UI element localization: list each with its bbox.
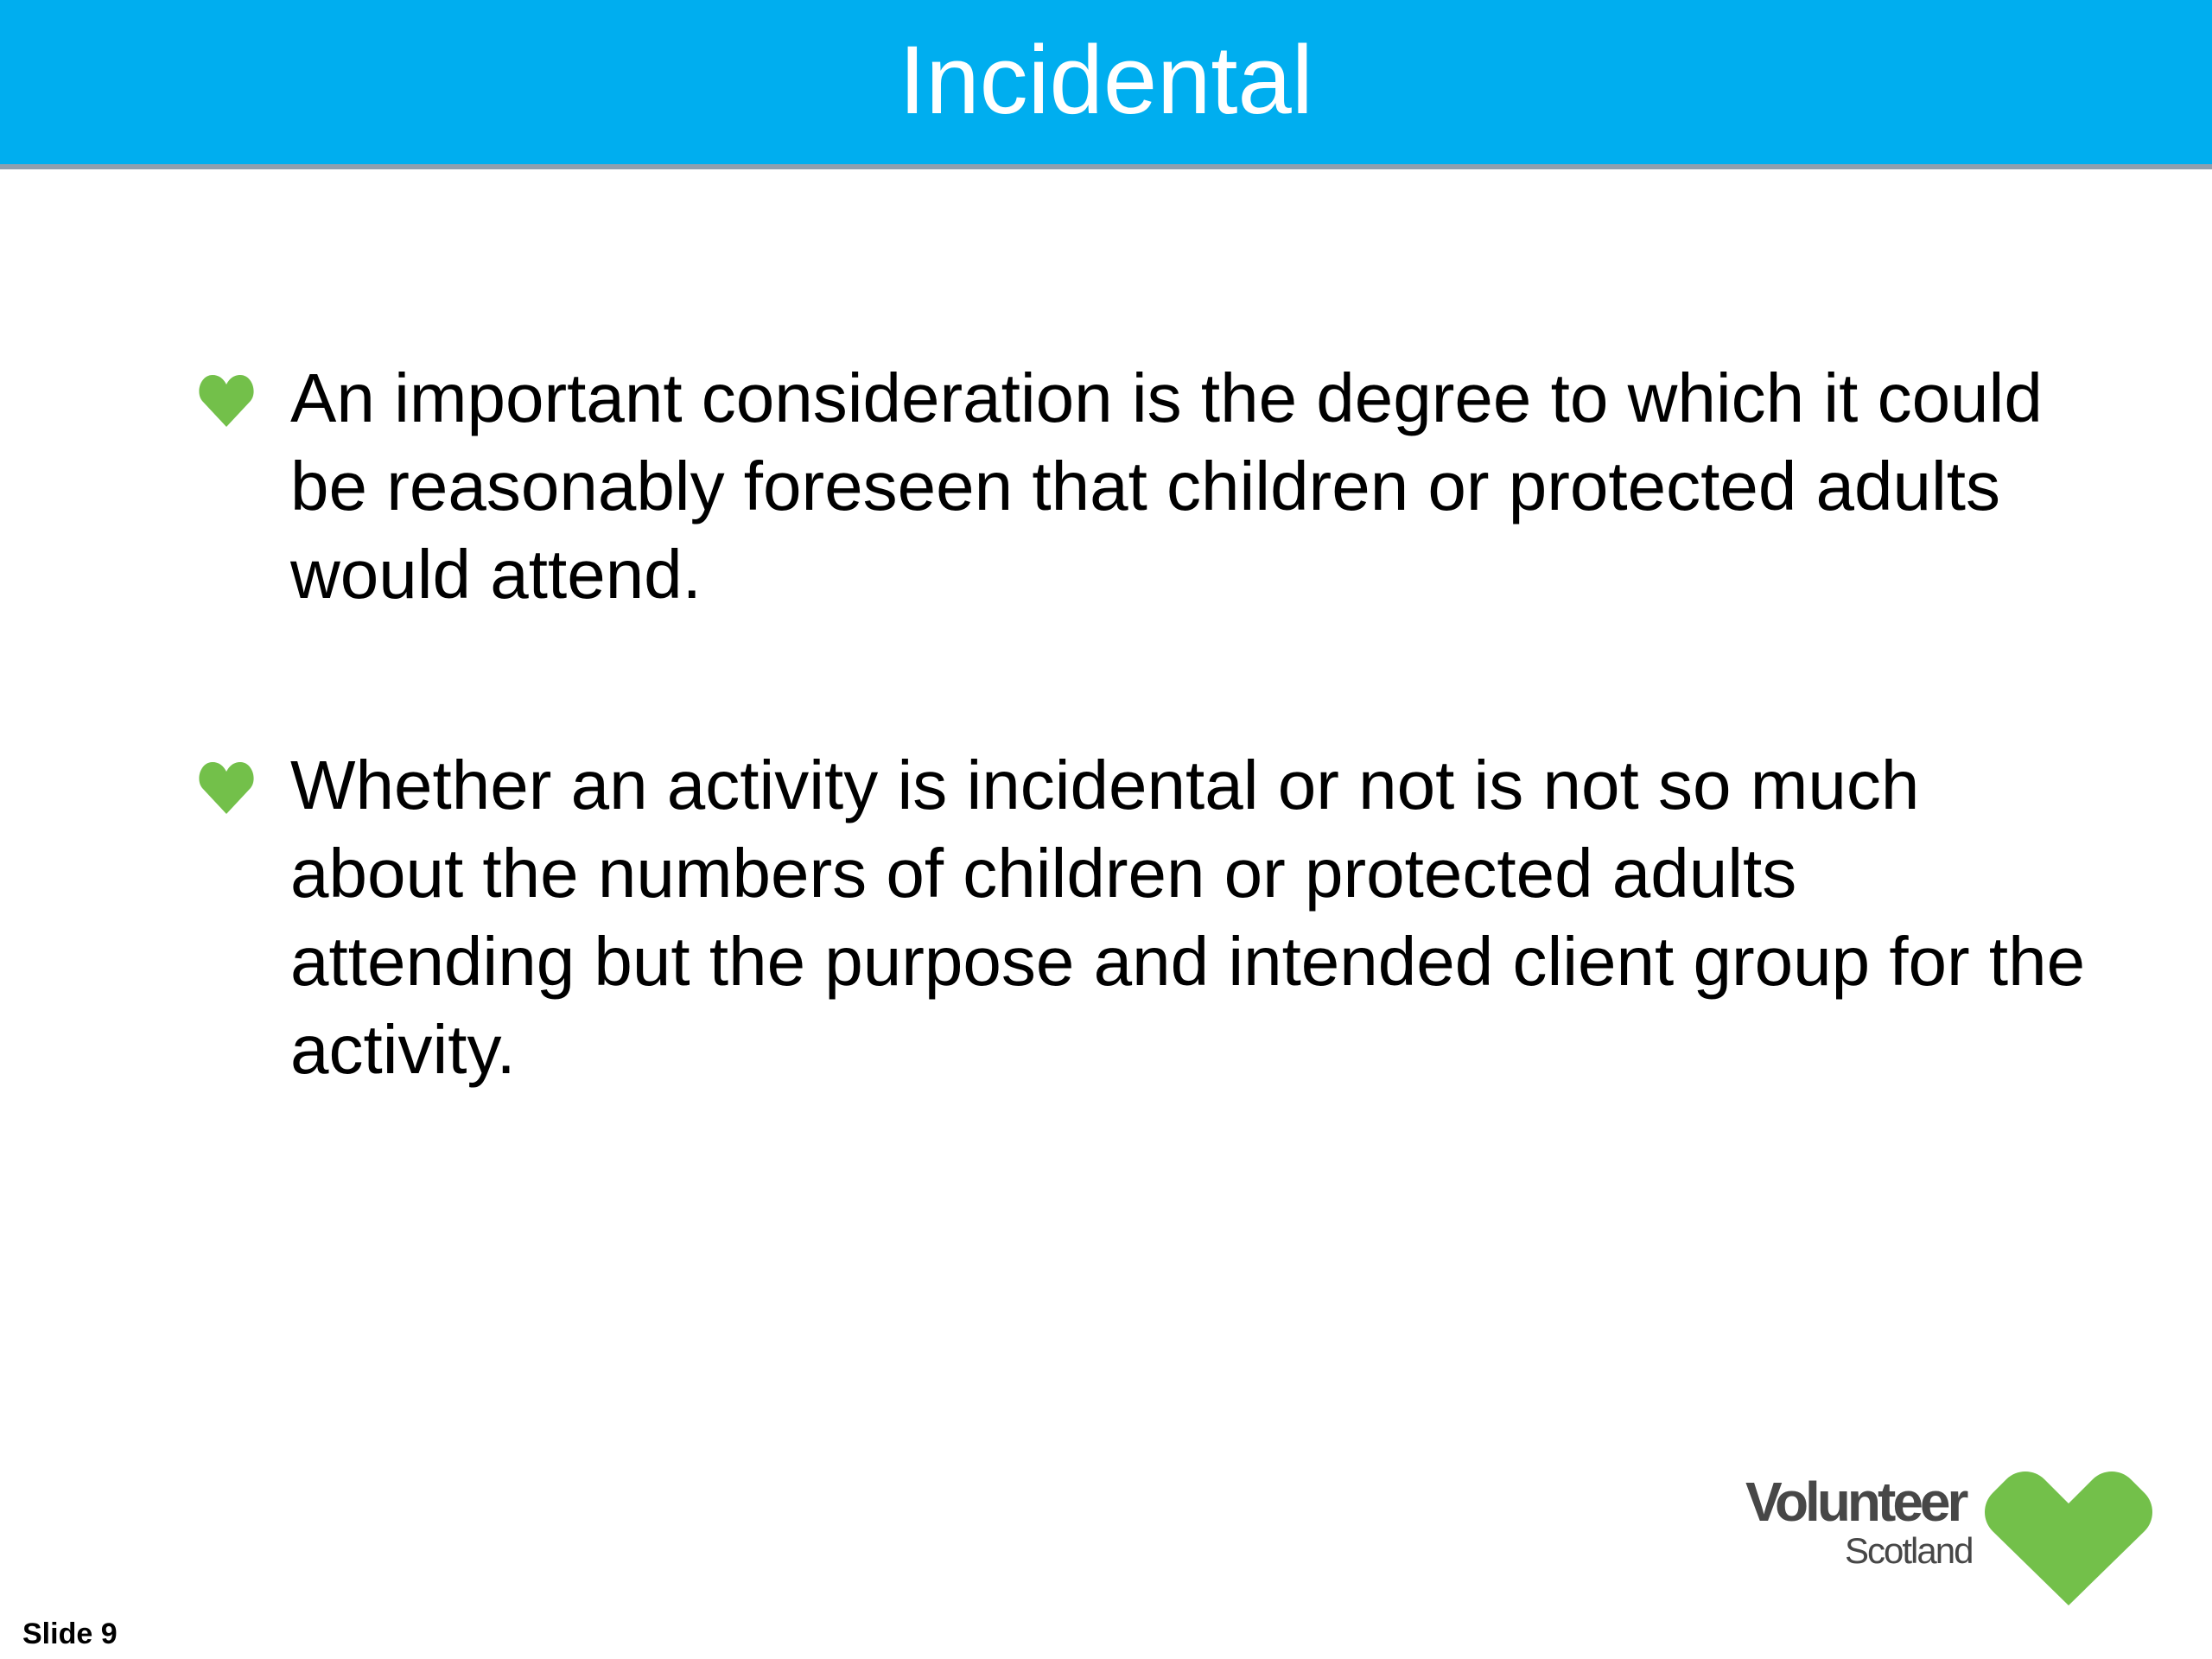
- logo-word-scotland: Scotland: [1845, 1530, 1973, 1571]
- slide-title: Incidental: [899, 26, 1313, 134]
- bullet-item: [199, 354, 2091, 619]
- bullet-item: [199, 741, 2091, 1094]
- title-bar: [0, 0, 2212, 169]
- slide-number: Slide 9: [22, 1618, 118, 1650]
- heart-icon: [199, 759, 254, 816]
- volunteer-scotland-logo: [1745, 1469, 2152, 1607]
- bullet-list: [199, 354, 2091, 1217]
- bullet-text: Whether an activity is incidental or not is not so much about the numbers of children or protected adults attending but the purpose and intended client group for the activity.: [290, 747, 2086, 1088]
- heart-icon: [199, 372, 254, 429]
- logo-word-volunteer: Volunteer: [1745, 1471, 1966, 1533]
- bullet-text: An important consideration is the degree to which it could be reasonably foreseen that children or protected adults would attend.: [290, 359, 2043, 613]
- heart-icon: [1984, 1469, 2153, 1607]
